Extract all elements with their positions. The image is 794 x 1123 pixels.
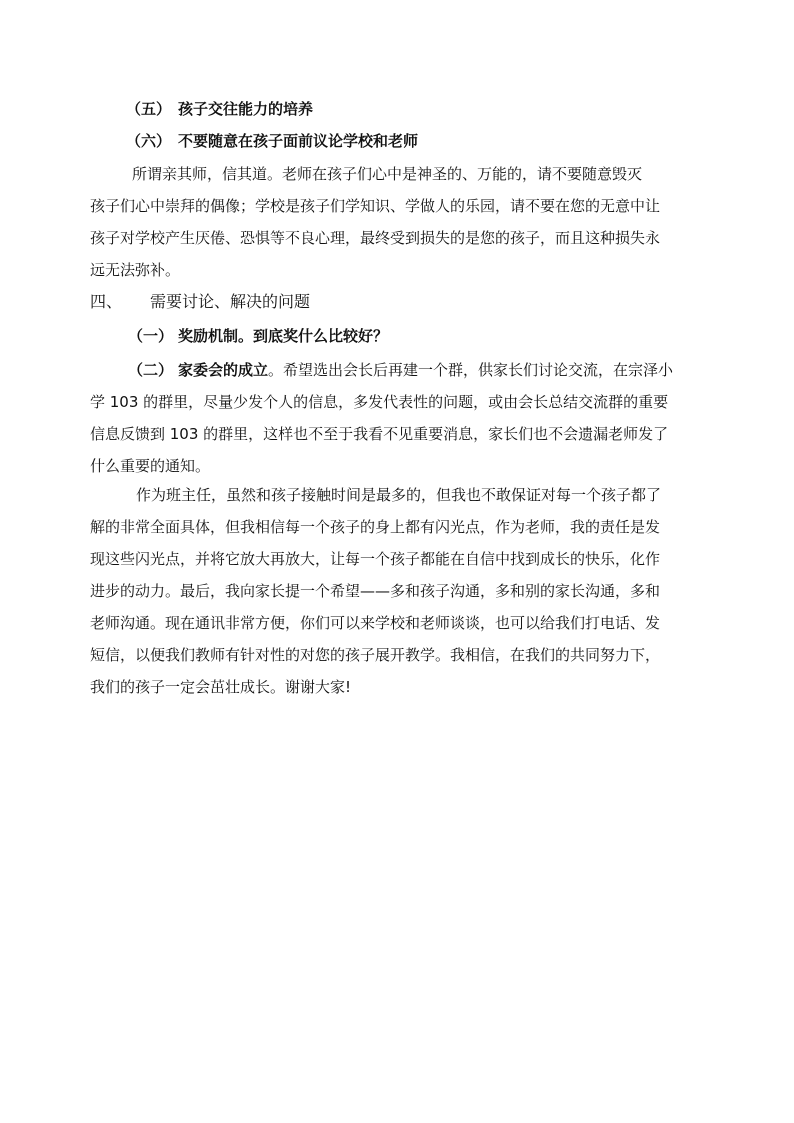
subheading-6-title: 不要随意在孩子面前议论学校和老师 bbox=[178, 132, 419, 150]
question-1 bbox=[128, 326, 388, 346]
question-1-number: （一） bbox=[128, 327, 174, 345]
section-4-title: 需要讨论、解决的问题 bbox=[150, 292, 311, 311]
paragraph-line: 孩子对学校产生厌倦、恐惧等不良心理，最终受到损失的是您的孩子，而且这种损失永 bbox=[90, 229, 661, 247]
question-2-block bbox=[90, 354, 710, 482]
paragraph-line: 学 103 的群里，尽量少发个人的信息，多发代表性的问题，或由会长总结交流群的重要 bbox=[90, 393, 669, 411]
subheading-6 bbox=[126, 131, 418, 151]
question-2-text: 。希望选出会长后再建一个群，供家长们讨论交流，在宗泽小 bbox=[268, 361, 674, 379]
paragraph-line: 老师沟通。现在通讯非常方便，你们可以来学校和老师谈谈，也可以给我们打电话、发 bbox=[90, 614, 661, 632]
paragraph-line: 我们的孩子一定会茁壮成长。谢谢大家! bbox=[90, 678, 352, 696]
question-2-first-line bbox=[90, 354, 710, 386]
subheading-5-number: （五） bbox=[126, 100, 172, 118]
section-4-heading bbox=[90, 292, 310, 312]
paragraph-respect-teachers bbox=[90, 158, 710, 286]
paragraph-line: 短信，以便我们教师有针对性的对您的孩子展开教学。我相信，在我们的共同努力下， bbox=[90, 646, 661, 664]
subheading-5 bbox=[126, 99, 313, 119]
question-1-title: 奖励机制。到底奖什么比较好？ bbox=[178, 327, 389, 345]
paragraph-line: 信息反馈到 103 的群里，这样也不至于我看不见重要消息，家长们也不会遗漏老师发了 bbox=[90, 425, 669, 443]
paragraph-line: 孩子们心中崇拜的偶像；学校是孩子们学知识、学做人的乐园，请不要在您的无意中让 bbox=[90, 197, 661, 215]
subheading-5-title: 孩子交往能力的培养 bbox=[178, 100, 314, 118]
paragraph-line: 进步的动力。最后，我向家长提一个希望——多和孩子沟通，多和别的家长沟通，多和 bbox=[90, 582, 661, 600]
paragraph-line: 远无法弥补。 bbox=[90, 261, 181, 279]
question-2-title: 家委会的成立 bbox=[178, 361, 269, 379]
paragraph-line: 作为班主任，虽然和孩子接触时间是最多的，但我也不敢保证对每一个孩子都了 bbox=[136, 486, 662, 504]
question-2-number: （二） bbox=[128, 361, 174, 379]
paragraph-line: 解的非常全面具体，但我相信每一个孩子的身上都有闪光点，作为老师，我的责任是发 bbox=[90, 518, 661, 536]
subheading-6-number: （六） bbox=[126, 132, 172, 150]
closing-paragraph bbox=[90, 479, 710, 703]
paragraph-line: 现这些闪光点，并将它放大再放大，让每一个孩子都能在自信中找到成长的快乐，化作 bbox=[90, 550, 661, 568]
section-4-number: 四、 bbox=[90, 292, 123, 311]
paragraph-line: 什么重要的通知。 bbox=[90, 457, 211, 475]
paragraph-line: 所谓亲其师，信其道。老师在孩子们心中是神圣的、万能的，请不要随意毁灭 bbox=[132, 165, 643, 183]
